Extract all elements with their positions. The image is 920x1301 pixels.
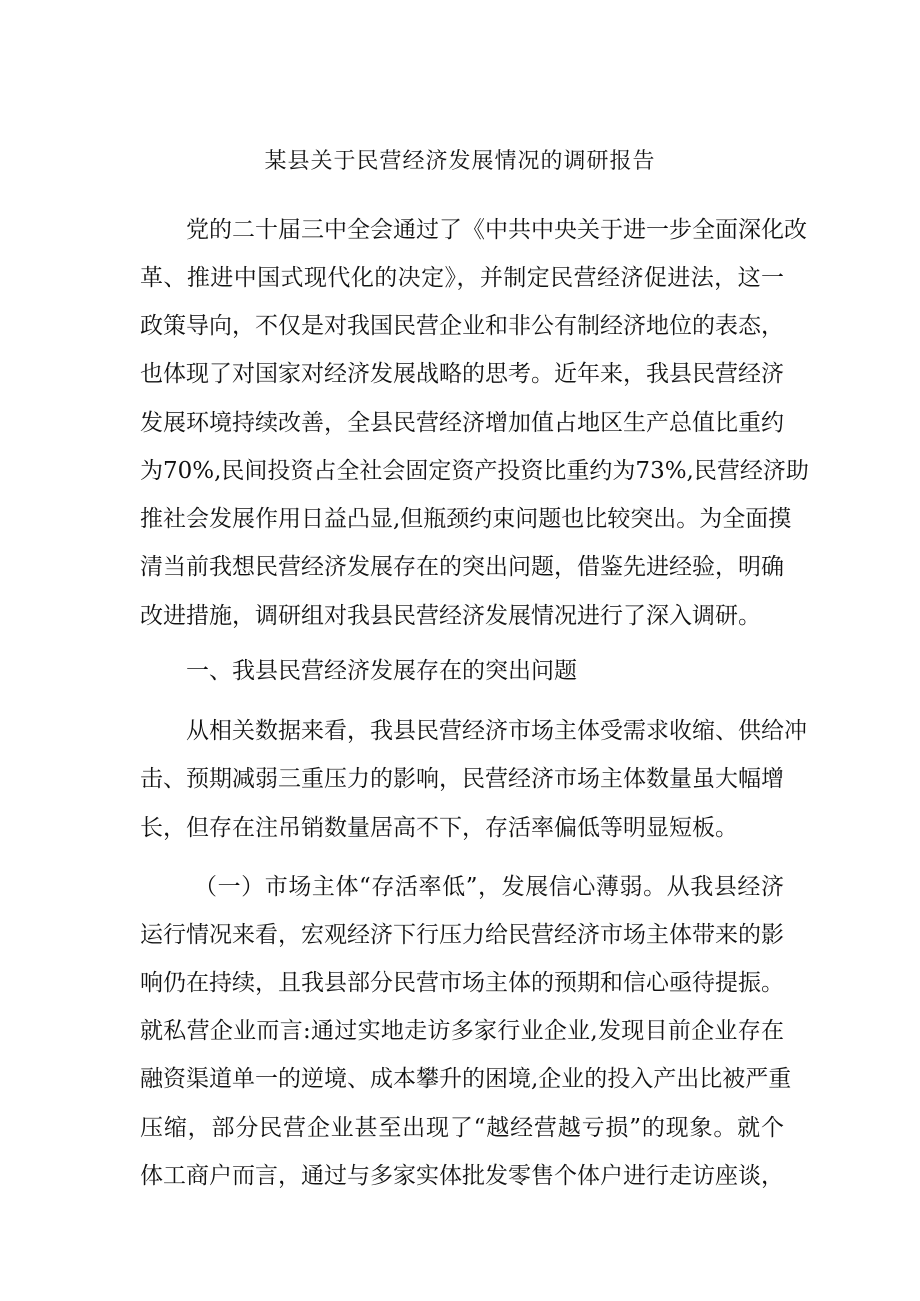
text-line: （一）市场主体“存活率低”，发展信心薄弱。从我县经济 — [194, 874, 784, 900]
text-line: 从相关数据来看，我县民营经济市场主体受需求收缩、供给冲 — [186, 718, 807, 744]
text-line: 压缩，部分民营企业甚至出现了“越经营越亏损”的现象。就个 — [140, 1115, 784, 1141]
text-line: 响仍在持续，且我县部分民营市场主体的预期和信心亟待提振。 — [140, 970, 784, 996]
text-line: 运行情况来看，宏观经济下行压力给民营经济市场主体带来的影 — [140, 922, 784, 948]
text-line: 革、推进中国式现代化的决定》，并制定民营经济促进法，这一 — [140, 265, 784, 291]
text-line: 改进措施，调研组对我县民营经济发展情况进行了深入调研。 — [140, 603, 761, 629]
text-line: 也体现了对国家对经济发展战略的思考。近年来，我县民营经济 — [140, 361, 784, 387]
text-line: 政策导向，不仅是对我国民营企业和非公有制经济地位的表态， — [140, 313, 784, 339]
text-line: 清当前我想民营经济发展存在的突出问题，借鉴先进经验，明确 — [140, 554, 784, 580]
text-line: 长，但存在注吊销数量居高不下，存活率偏低等明显短板。 — [140, 815, 738, 841]
document-title: 某县关于民营经济发展情况的调研报告 — [264, 149, 656, 174]
text-line: 融资渠道单一的逆境、成本攀升的困境,企业的投入产出比被严重 — [140, 1066, 792, 1092]
text-line: 就私营企业而言:通过实地走访多家行业企业,发现目前企业存在 — [140, 1018, 784, 1044]
text-line: 体工商户而言，通过与多家实体批发零售个体户进行走访座谈， — [140, 1163, 784, 1189]
heading-line: 一、我县民营经济发展存在的突出问题 — [186, 658, 577, 684]
text-line: 发展环境持续改善，全县民营经济增加值占地区生产总值比重约 — [140, 410, 784, 436]
text-line: 为70%,民间投资占全社会固定资产投资比重约为73%,民营经济助 — [140, 458, 809, 484]
text-line: 击、预期减弱三重压力的影响，民营经济市场主体数量虽大幅增 — [140, 766, 784, 792]
text-line: 党的二十届三中全会通过了《中共中央关于进一步全面深化改 — [186, 217, 807, 243]
text-line: 推社会发展作用日益凸显,但瓶颈约束问题也比较突出。为全面摸 — [140, 506, 792, 532]
